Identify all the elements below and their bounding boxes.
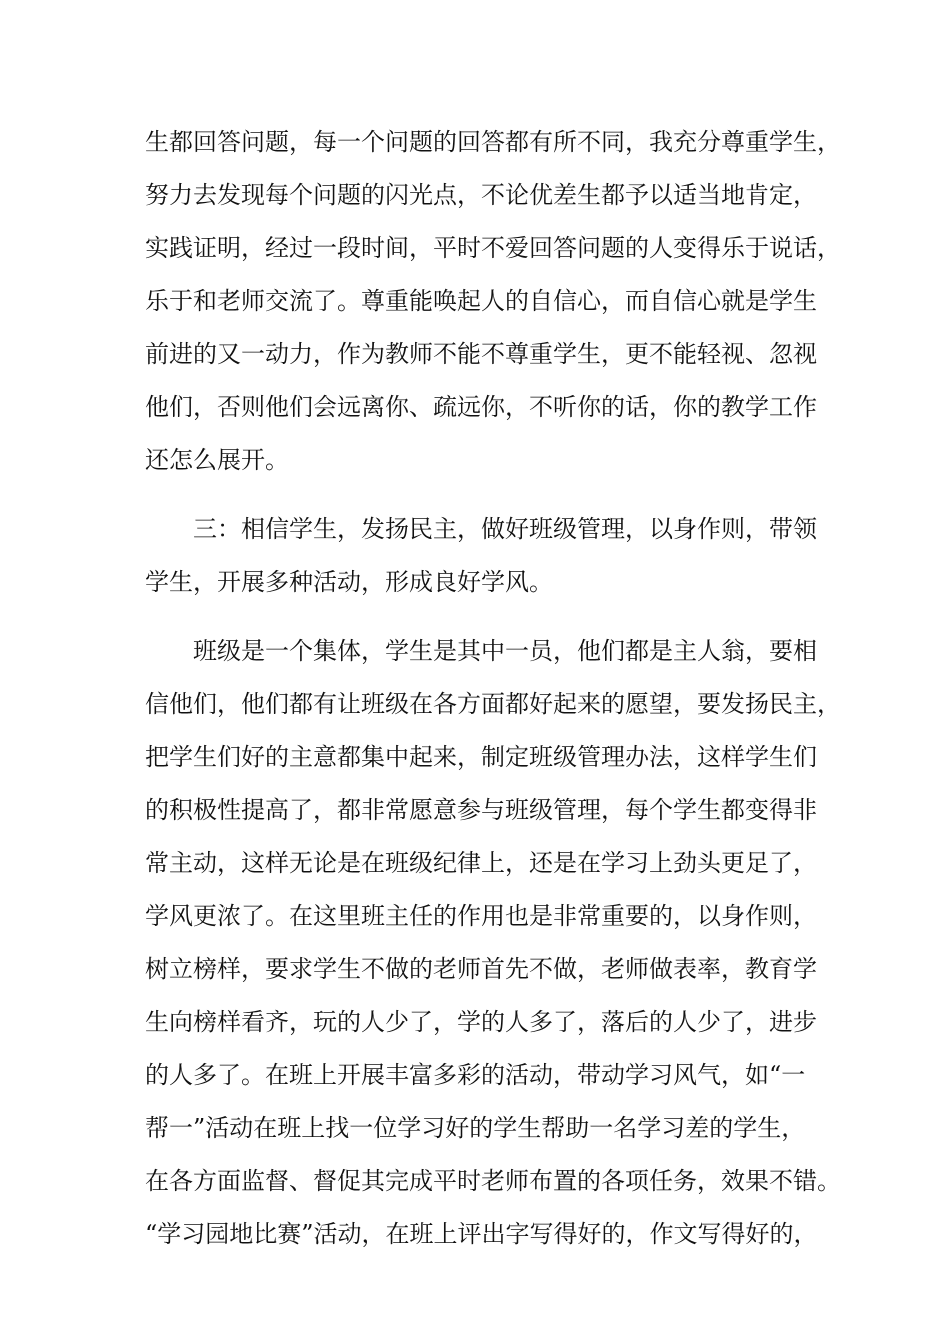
paragraph-1-line-5: 前进的又一动力，作为教师不能不尊重学生，更不能轻视、忽视 [145, 340, 817, 368]
paragraph-3-line-12: “学习园地比赛”活动，在班上评出字写得好的，作文写得好的， [145, 1220, 818, 1248]
paragraph-3-line-11: 在各方面监督、督促其完成平时老师布置的各项任务，效果不错。 [145, 1167, 841, 1195]
paragraph-3-line-9: 的人多了。在班上开展丰富多彩的活动，带动学习风气，如“一 [145, 1061, 806, 1089]
paragraph-3-line-8: 生向榜样看齐，玩的人少了，学的人多了，落后的人少了，进步 [145, 1008, 817, 1036]
paragraph-1-line-3: 实践证明，经过一段时间，平时不爱回答问题的人变得乐于说话， [145, 234, 841, 262]
paragraph-3-line-3: 把学生们好的主意都集中起来，制定班级管理办法，这样学生们 [145, 743, 817, 771]
paragraph-3-line-4: 的积极性提高了，都非常愿意参与班级管理，每个学生都变得非 [145, 796, 817, 824]
paragraph-3-line-2: 信他们，他们都有让班级在各方面都好起来的愿望，要发扬民主， [145, 690, 841, 718]
paragraph-1-line-7: 还怎么展开。 [145, 446, 289, 474]
paragraph-2-line-2: 学生，开展多种活动，形成良好学风。 [145, 568, 553, 596]
paragraph-1-line-4: 乐于和老师交流了。尊重能唤起人的自信心，而自信心就是学生 [145, 287, 817, 315]
paragraph-2-line-1: 三：相信学生，发扬民主，做好班级管理，以身作则，带领 [193, 515, 817, 543]
paragraph-3-line-6: 学风更浓了。在这里班主任的作用也是非常重要的，以身作则， [145, 902, 817, 930]
paragraph-1-line-1: 生都回答问题，每一个问题的回答都有所不同，我充分尊重学生， [145, 128, 841, 156]
paragraph-3-line-10: 帮一”活动在班上找一位学习好的学生帮助一名学习差的学生， [145, 1114, 806, 1142]
paragraph-3-line-1: 班级是一个集体，学生是其中一员，他们都是主人翁，要相 [193, 637, 817, 665]
paragraph-3-line-7: 树立榜样，要求学生不做的老师首先不做，老师做表率，教育学 [145, 955, 817, 983]
paragraph-3-line-5: 常主动，这样无论是在班级纪律上，还是在学习上劲头更足了， [145, 849, 817, 877]
paragraph-1-line-2: 努力去发现每个问题的闪光点，不论优差生都予以适当地肯定， [145, 181, 817, 209]
paragraph-1-line-6: 他们，否则他们会远离你、疏远你，不听你的话，你的教学工作 [145, 393, 817, 421]
